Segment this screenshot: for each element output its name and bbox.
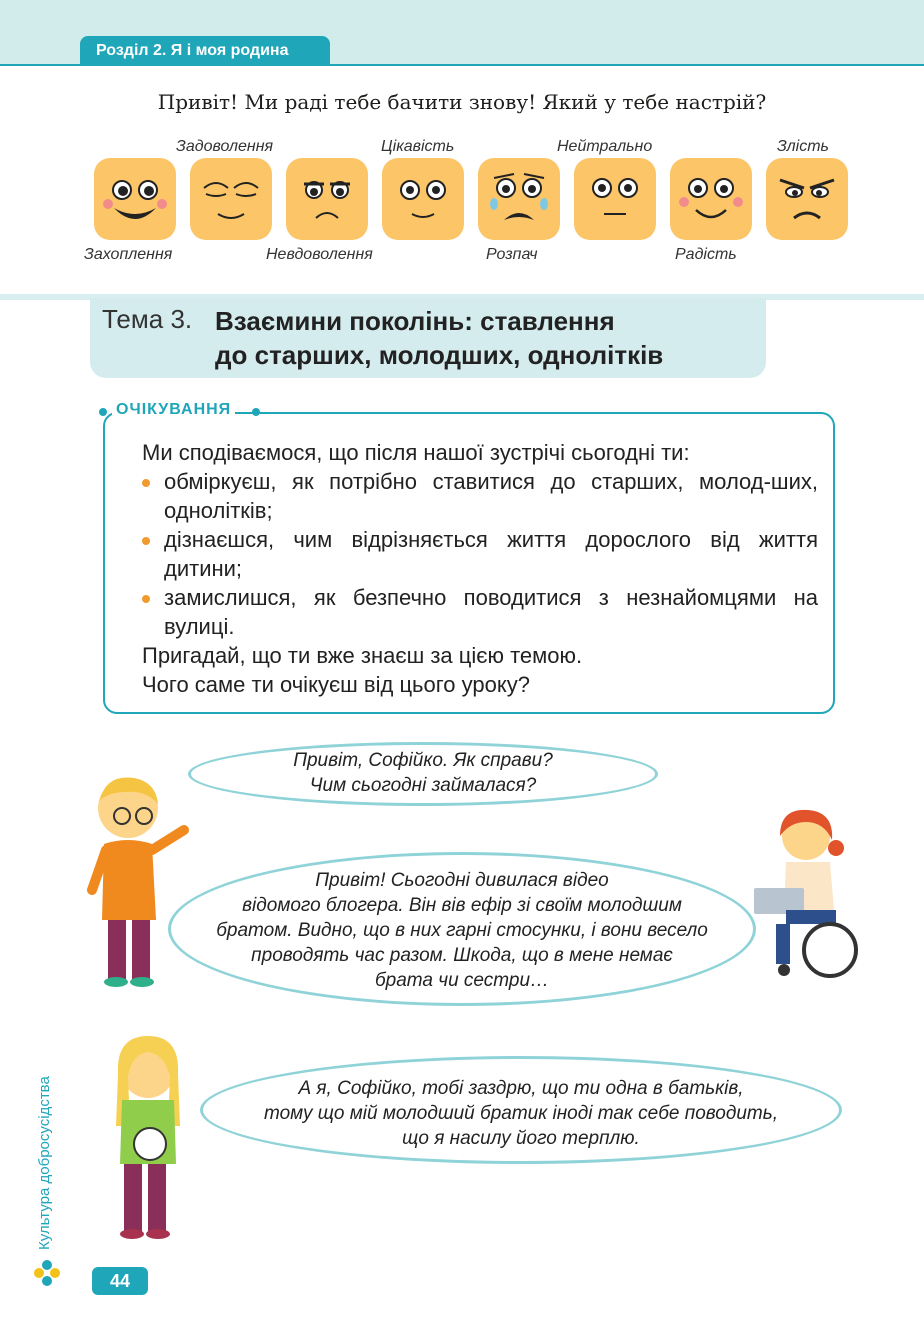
speech-line: А я, Софійко, тобі заздрю, що ти одна в батьків,	[298, 1078, 744, 1099]
mood-label-tsikavist: Цікавість	[381, 138, 455, 155]
girl-ball-illustration	[104, 1030, 194, 1250]
speech-line: відомого блогера. Він вів ефір зі своїм молодшим	[242, 895, 682, 916]
face-anger-icon	[766, 158, 848, 240]
mood-label-neitralno: Нейтрально	[557, 138, 653, 155]
mood-label-rozpach: Розпач	[486, 246, 538, 263]
speech-line: брата чи сестри…	[374, 970, 550, 991]
side-text: Культура добросусідства	[36, 1076, 53, 1250]
face-curious-icon	[382, 158, 464, 240]
mood-label-zakhoplennia: Захоплення	[84, 246, 173, 263]
section-tab: Розділ 2. Я і моя родина	[80, 36, 330, 66]
speech-text-3	[200, 1076, 842, 1151]
speech-line: Чим сьогодні займалася?	[309, 775, 537, 796]
speech-line: братом. Видно, що в них гарні стосунки, і вони весело	[216, 920, 708, 941]
face-joy-icon	[670, 158, 752, 240]
expectations-line2: Чого саме ти очікуєш від цього уроку?	[142, 672, 530, 697]
face-despair-icon	[478, 158, 560, 240]
theme-title	[215, 304, 663, 372]
expectations-line1: Пригадай, що ти вже знаєш за цією темою.	[142, 643, 583, 668]
speech-line: тому що мій молодший братик іноді так себе поводить,	[263, 1103, 779, 1124]
flower-icon	[34, 1260, 60, 1286]
speech-text-2	[168, 868, 756, 993]
expectations-label: ОЧІКУВАННЯ	[112, 401, 235, 419]
face-satisfied-icon	[190, 158, 272, 240]
expectations-intro: Ми сподіваємося, що після нашої зустрічі сьогодні ти:	[142, 440, 690, 465]
girl-wheelchair-illustration	[750, 800, 870, 980]
mood-label-zlist: Злість	[777, 138, 829, 155]
face-displeased-icon	[286, 158, 368, 240]
speech-line: що я насилу його терплю.	[402, 1128, 640, 1149]
mood-label-nevdovolennia: Невдоволення	[266, 246, 373, 263]
page-number: 44	[92, 1267, 148, 1295]
face-neutral-icon	[574, 158, 656, 240]
boy-illustration	[86, 770, 196, 990]
speech-line: Привіт, Софійко. Як справи?	[293, 750, 553, 771]
speech-line: проводять час разом. Шкода, що в мене немає	[251, 945, 673, 966]
expectations-text	[142, 438, 818, 699]
theme-number: Тема 3.	[102, 304, 193, 334]
greeting-question: Привіт! Ми раді тебе бачити знову! Який у тебе настрій?	[157, 90, 767, 114]
dot-right	[252, 408, 260, 416]
speech-line: Привіт! Сьогодні дивилася відео	[315, 870, 609, 891]
expectation-bullet: обміркуєш, як потрібно ставитися до старших, молод-ших, однолітків;	[142, 467, 818, 525]
mood-label-zadovolennia: Задоволення	[176, 138, 274, 155]
theme-title-line1: Взаємини поколінь: ставлення	[215, 306, 615, 336]
face-excited-icon	[94, 158, 176, 240]
expectation-bullet: дізнаєшся, чим відрізняється життя дорослого від життя дитини;	[142, 525, 818, 583]
mood-label-radist: Радість	[675, 246, 737, 263]
speech-text-1	[188, 748, 658, 798]
dot-left	[99, 408, 107, 416]
theme-title-line2: до старших, молодших, однолітків	[215, 340, 664, 370]
expectation-bullet: замислишся, як безпечно поводитися з незнайомцями на вулиці.	[142, 583, 818, 641]
